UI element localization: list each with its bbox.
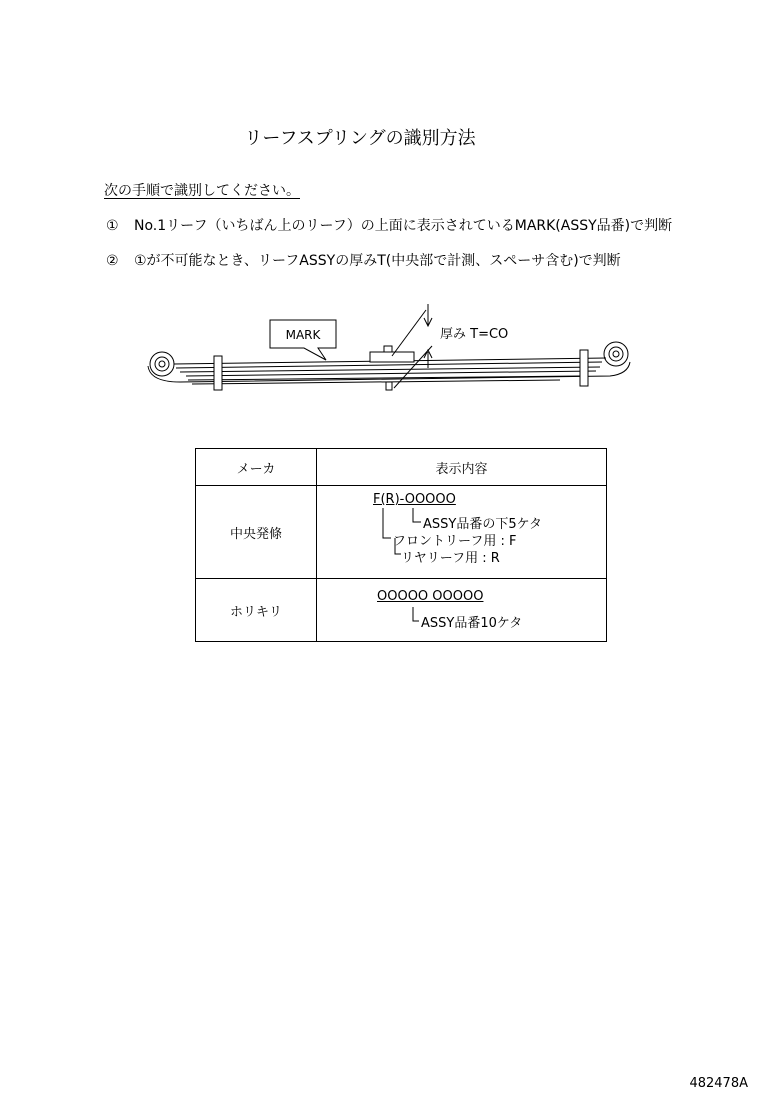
note-assy-chuo: ASSY品番の下5ケタ <box>423 517 542 532</box>
note-rear: リヤリーフ用 : R <box>401 551 500 566</box>
left-spring-eye <box>150 352 174 376</box>
maker-chuo-hatsujo: 中央発條 <box>196 486 317 579</box>
note-assy-horikiri: ASSY品番10ケタ <box>421 616 523 631</box>
header-content: 表示内容 <box>317 449 607 486</box>
thickness-indicator <box>392 304 432 388</box>
identification-table <box>195 448 607 642</box>
content-horikiri <box>317 579 607 642</box>
leaf-spring-diagram <box>140 296 640 406</box>
step-2-number: ② <box>106 253 119 269</box>
center-spacer <box>370 346 414 390</box>
document-id: 482478A <box>689 1076 748 1091</box>
step-2-text: ①が不可能なとき、リーフASSYの厚みT(中央部で計測、スペーサ含む)で判断 <box>134 253 621 269</box>
thickness-label: 厚み T=CO <box>440 327 509 342</box>
table-row <box>196 579 607 642</box>
step-2 <box>106 250 621 270</box>
step-1-text: No.1リーフ（いちばん上のリーフ）の上面に表示されているMARK(ASSY品番)で判断 <box>134 218 673 234</box>
code-leader-lines-2 <box>317 579 607 641</box>
step-1-number: ① <box>106 218 119 234</box>
table-row <box>196 486 607 579</box>
content-chuo-hatsujo <box>317 486 607 579</box>
code-chuo: F(R)-OOOOO <box>373 492 456 507</box>
right-spring-eye <box>604 342 628 366</box>
intro-text: 次の手順で識別してください。 <box>104 183 300 199</box>
step-1 <box>106 215 672 235</box>
mark-label: MARK <box>285 328 321 342</box>
code-horikiri: OOOOO OOOOO <box>377 589 484 604</box>
maker-horikiri: ホリキリ <box>196 579 317 642</box>
page-title: リーフスプリングの識別方法 <box>244 128 476 149</box>
note-front: フロントリーフ用 : F <box>393 534 517 549</box>
header-maker: メーカ <box>196 449 317 486</box>
